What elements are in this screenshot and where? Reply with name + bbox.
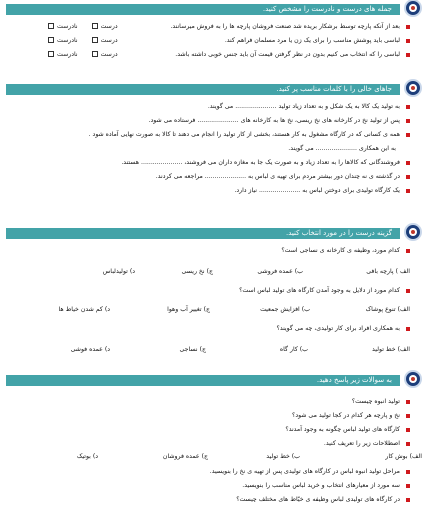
bullet-icon [406,414,410,418]
bullet-icon [406,39,410,43]
question-1: تولید انبوه چیست؟ [0,395,428,409]
mc-options-3 [0,336,428,360]
bullet-icon [406,484,410,488]
bullet-icon [406,498,410,502]
blank-item-3: همه ی کسانی که در کارگاه مشغول به کار هستند، بخشی از کار تولید را انجام می دهند تا کالا به صورت نهایی آماده شود . [0,128,428,142]
blank-item-5: در گذشته ی نه چندان دور بیشتر مردم برای تهیه ی لباس به ..................... مراجعه می کردند. [0,170,428,184]
option-c[interactable]: ج) نخ ریسی [181,268,213,275]
option-a[interactable]: الف) تنوع پوشاک [365,306,410,313]
true-option[interactable]: درست [92,37,118,45]
false-option[interactable]: نادرست [48,37,78,45]
bullet-icon [406,428,410,432]
term-a: الف) بوش کار [385,453,422,460]
question-3: کارگاه های تولید لباس چگونه به وجود آمدند؟ [0,423,428,437]
tf-item-2: لباسی باید پوشش مناسب را برای یک زن یا مرد مسلمان فراهم کند. درست نادرست [0,34,428,48]
term-c: ج) عمده فروشان [162,453,208,460]
option-d[interactable]: د) کم شدن خیاط ها [58,306,110,313]
section-title: جمله های درست و نادرست را مشخص کنید. [262,5,392,13]
section-header [6,226,400,240]
question-2: نخ و پارچه هر کدام در کجا تولید می شود؟ [0,409,428,423]
mc-question-2: کدام مورد از دلایل به وجود آمدن کارگاه های تولید لباس است؟ [0,284,428,298]
mc-options-1 [0,258,428,284]
section-emblem-icon [404,223,422,241]
true-false-section [0,2,428,62]
blank-item-4: فروشندگانی که کالاها را به تعداد زیاد و به صورت یک جا به مغازه داران می فروشند، ..................... هستند. [0,156,428,170]
bullet-icon [406,289,410,293]
section-emblem-icon [404,370,422,388]
term-d: د) بوتیک [76,453,98,460]
section-title: گزینه درست را در مورد انتخاب کنید. [286,229,392,237]
bullet-icon [406,175,410,179]
checkbox [92,51,98,57]
question-5: مراحل تولید انبوه لباس در کارگاه های تولیدی پس از تهیه ی نخ را بنویسید. [0,465,428,479]
bullet-icon [406,105,410,109]
mc-options-2 [0,298,428,322]
bullet-icon [406,400,410,404]
bullet-icon [406,442,410,446]
option-b[interactable]: ب) کار گاه [279,346,308,353]
terms-list [0,451,428,465]
tf-item-1: بعد از آنکه پارچه توسط برشکار بریده شد صنعت فروشان پارچه ها را به فروش میرسانند. درست نادرست [0,20,428,34]
bullet-icon [406,25,410,29]
checkbox [48,51,54,57]
section-header [6,373,400,387]
question-4: اصطلاحات زیر را تعریف کنید. [0,437,428,451]
tf-item-3: لباسی را که انتخاب می کنیم بدون در نظر گرفتن قیمت آن باید جنس خوبی داشته باشد. درست نادرست [0,48,428,62]
true-option[interactable]: درست [92,23,118,31]
question-6: سه مورد از معیارهای انتخاب و خرید لباس مناسب را بنویسید. [0,479,428,493]
blank-item-1: به تولید یک کالا به یک شکل و به تعداد زیاد تولید ..................... می گویند. [0,100,428,114]
option-c[interactable]: ج) تغییر آب وهوا [167,306,210,313]
blank-item-3-cont: به این همکاری ..................... می گویند. [288,145,396,152]
true-option[interactable]: درست [92,51,118,59]
blank-item-6: یک کارگاه تولیدی برای دوختن لباس به ..................... نیاز دارد. [0,184,428,198]
option-b[interactable]: ب) عمده فروشی [257,268,303,275]
blank-item-2: پس از تولید نخ در کارخانه های نخ ریسی، نخ ها به کارخانه های ..................... فرستاده می شود. [0,114,428,128]
bullet-icon [406,327,410,331]
bullet-icon [406,133,410,137]
option-b[interactable]: ب) افزایش جمعیت [260,306,310,313]
bullet-icon [406,119,410,123]
fill-blanks-section [0,82,428,198]
checkbox [92,23,98,29]
term-b: ب) خط تولید [266,453,300,460]
option-a[interactable]: الف) خط تولید [372,346,410,353]
mc-question-3: به همکاری افراد برای کار تولیدی، چه می گویند؟ [0,322,428,336]
bullet-icon [406,249,410,253]
option-d[interactable]: د) تولیدلباس [102,268,135,275]
section-title: به سوالات زیر پاسخ دهید. [316,376,392,384]
question-7: در کارگاه های تولیدی لباس وظیفه ی خیّاط های مختلف چیست؟ [0,493,428,507]
section-title: جاهای خالی را با کلمات مناسب پر کنید. [276,85,392,93]
bullet-icon [406,189,410,193]
option-a[interactable]: الف ) پارچه بافی [366,268,410,275]
bullet-icon [406,470,410,474]
checkbox [48,23,54,29]
checkbox [92,37,98,43]
option-c[interactable]: ج) نساجی [179,346,206,353]
false-option[interactable]: نادرست [48,51,78,59]
false-option[interactable]: نادرست [48,23,78,31]
multiple-choice-section [0,226,428,360]
mc-question-1: کدام مورد، وظیفه ی کارخانه ی نساجی است؟ [0,244,428,258]
section-header [6,82,400,96]
section-emblem-icon [404,79,422,97]
checkbox [48,37,54,43]
bullet-icon [406,161,410,165]
option-d[interactable]: د) عمده فوشی [70,346,110,353]
short-answer-section [0,373,428,507]
section-emblem-icon [404,0,422,17]
bullet-icon [406,53,410,57]
section-header [6,2,400,16]
